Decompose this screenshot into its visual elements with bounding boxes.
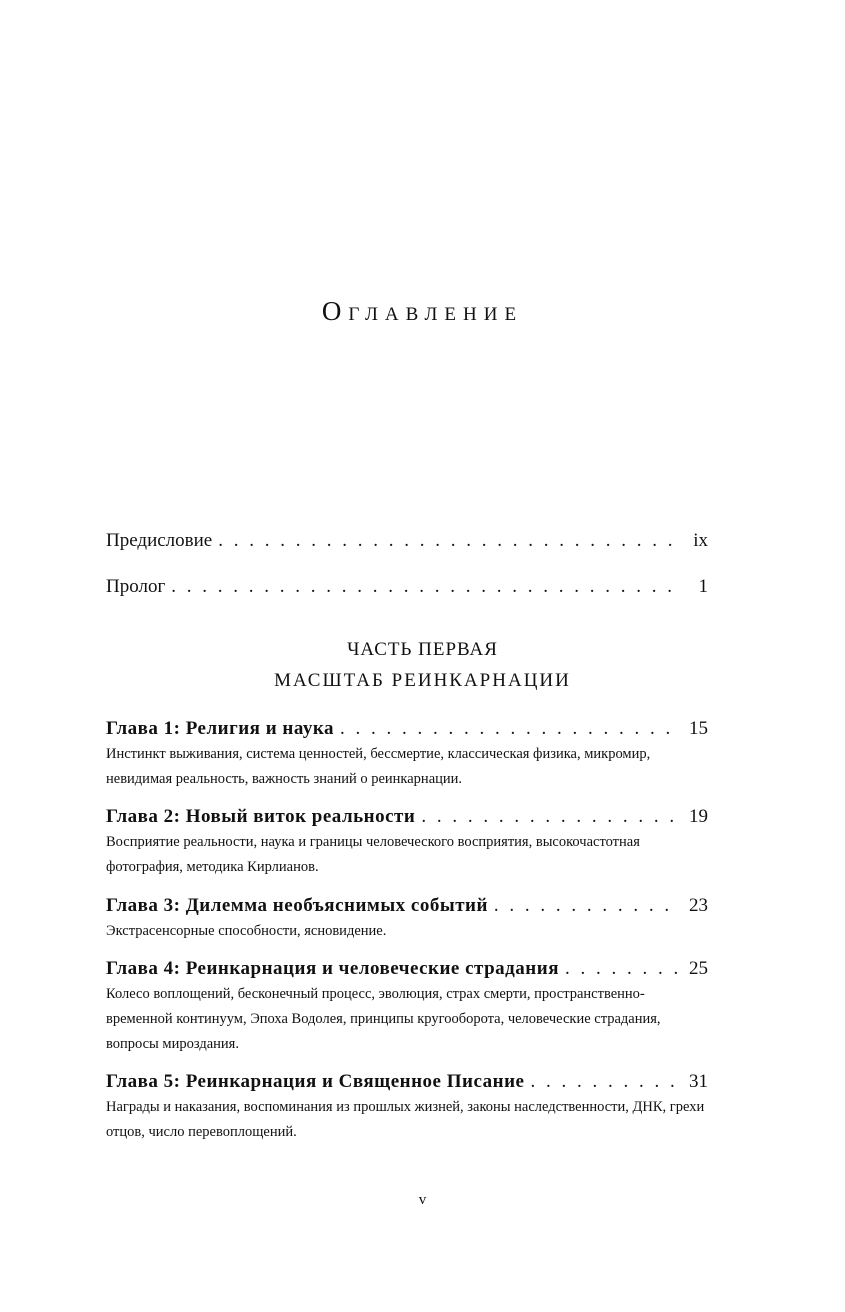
part-heading <box>0 634 845 696</box>
toc-entry-label: Пролог <box>106 576 171 598</box>
chapter-title: Глава 1: Религия и наука <box>106 718 340 740</box>
toc-entry-chapter-1[interactable] <box>106 718 708 792</box>
chapter-title: Глава 3: Дилемма необъяснимых событий <box>106 895 494 917</box>
chapter-description: Колесо воплощений, бесконечный процесс, эволюция, страх смерти, пространственно-временной континуум, Эпоха Водолея, принципы кругооборота, человеческие страдания, вопросы мироздания. <box>106 986 661 1052</box>
dot-leader <box>340 718 681 740</box>
toc-entry-chapter-5[interactable] <box>106 1071 708 1145</box>
toc-page-number: 1 <box>698 576 708 597</box>
part-number: ЧАСТЬ ПЕРВАЯ <box>347 639 498 660</box>
toc-page-number: 25 <box>689 958 708 979</box>
toc-entry-prologue[interactable] <box>106 576 708 598</box>
toc-entry-chapter-4[interactable] <box>106 958 708 1057</box>
toc-page-number: 31 <box>689 1071 708 1092</box>
toc-entry-chapter-2[interactable] <box>106 806 708 880</box>
toc-page-number: 19 <box>689 806 708 827</box>
chapter-description: Экстрасенсорные способности, ясновидение. <box>106 923 387 939</box>
chapter-title: Глава 4: Реинкарнация и человеческие страдания <box>106 958 565 980</box>
dot-leader <box>421 806 681 828</box>
chapter-title: Глава 2: Новый виток реальности <box>106 806 421 828</box>
chapter-description: Награды и наказания, воспоминания из прошлых жизней, законы наследственности, ДНК, грехи отцов, число перевоплощений. <box>106 1099 705 1140</box>
chapter-description: Инстинкт выживания, система ценностей, бессмертие, классическая физика, микромир, невидимая реальность, важность знаний о реинкарнации. <box>106 746 651 787</box>
toc-entry-chapter-3[interactable] <box>106 895 708 944</box>
toc-page-number: ix <box>693 530 708 551</box>
toc-page-number: 15 <box>689 718 708 739</box>
dot-leader <box>218 530 682 552</box>
page-folio: v <box>418 1192 427 1208</box>
chapter-description: Восприятие реальности, наука и границы человеческого восприятия, высокочастотная фотография, методика Кирлианов. <box>106 834 640 875</box>
page-title: Оглавление <box>321 296 524 326</box>
chapter-title: Глава 5: Реинкарнация и Священное Писание <box>106 1071 530 1093</box>
dot-leader <box>565 958 681 980</box>
dot-leader <box>530 1071 681 1093</box>
toc-entry-preface[interactable] <box>106 530 708 552</box>
part-title: МАСШТАБ РЕИНКАРНАЦИИ <box>274 670 571 691</box>
toc-page-number: 23 <box>689 895 708 916</box>
dot-leader <box>494 895 681 917</box>
toc-entry-label: Предисловие <box>106 530 218 552</box>
dot-leader <box>171 576 682 598</box>
